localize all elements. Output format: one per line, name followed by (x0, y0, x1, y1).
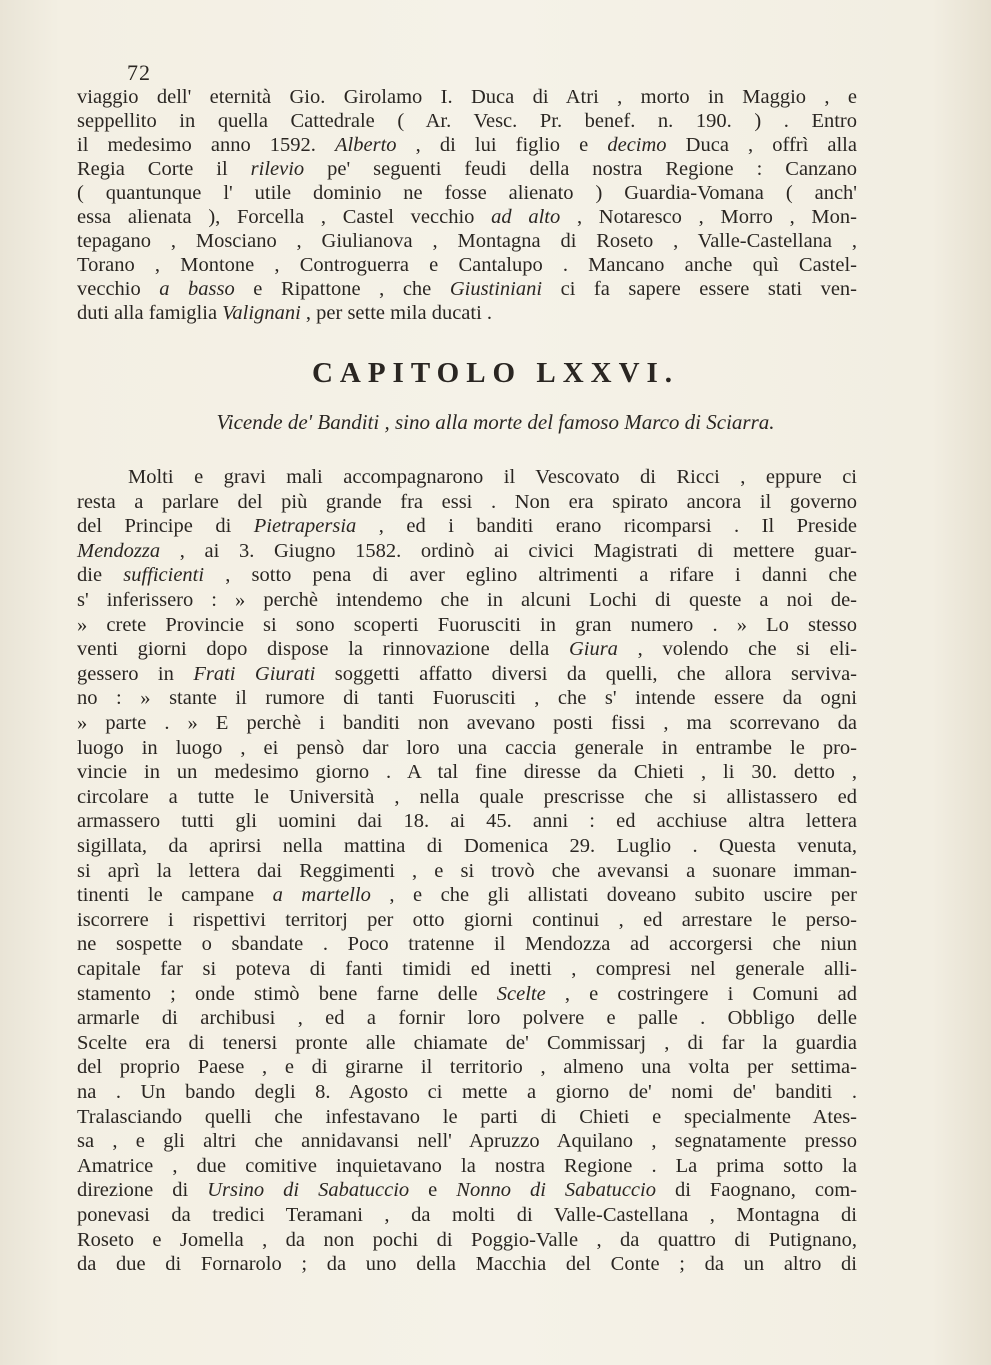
text-run: tinenti le campane (77, 884, 273, 907)
text-run: circolare a tutte le Università , nella quale prescrisse che si allistassero ed (77, 785, 857, 808)
text-line (77, 1178, 857, 1202)
italic-text: Valignani (222, 302, 301, 324)
text-run: » parte . » E perchè i banditi non avevano posti fissi , ma scorrevano da (77, 712, 857, 734)
text-run: capitale far si poteva di fanti timidi ed inetti , compresi nel generale alli- (77, 958, 857, 980)
text-run: , ed i banditi erano ricomparsi . Il Preside (356, 515, 857, 538)
text-line (77, 662, 857, 686)
italic-text: a martello (272, 884, 371, 907)
text-run: die (77, 564, 124, 587)
text-run: Torano , Montone , Controguerra e Cantalupo . Mancano anche quì Castel- (77, 254, 857, 276)
text-run: no : » stante il rumore di tanti Fuorusciti , che s' intende essere da ogni (77, 687, 857, 710)
text-line (77, 736, 857, 760)
text-line (77, 539, 857, 563)
italic-text: Ursino di Sabatuccio (207, 1179, 410, 1202)
text-run: » crete Provincie si sono scoperti Fuorusciti in gran numero . » Lo stesso (77, 613, 857, 636)
text-run: Tralasciando quelli che infestavano le parti di Chieti e specialmente Ates- (77, 1105, 857, 1128)
text-run: direzione di (77, 1179, 208, 1202)
text-run: , sotto pena di aver eglino altrimenti a rifare i danni che (204, 564, 858, 587)
italic-text: Giura (568, 638, 618, 661)
italic-text: Nonno di Sabatuccio (456, 1179, 656, 1202)
chapter-title: CAPITOLO LXXVI. (311, 357, 680, 389)
text-run: essa alienata ), Forcella , Castel vecchio (77, 206, 492, 228)
text-line (77, 109, 857, 133)
text-line (77, 181, 857, 205)
text-run: , ai 3. Giugno 1582. ordinò ai civici Magistrati di mettere guar- (160, 539, 857, 562)
text-line (77, 908, 857, 932)
text-line (77, 85, 857, 109)
text-line (77, 1154, 857, 1178)
text-run: il medesimo anno 1592. (77, 134, 336, 156)
text-run: si aprì la lettera dai Reggimenti , e si trovò che avevansi a suonare imman- (77, 859, 857, 882)
text-run: , di lui figlio e (396, 134, 608, 156)
text-line (77, 834, 857, 858)
text-run: Duca , offrì alla (666, 134, 857, 156)
text-run: del Principe di (77, 515, 254, 538)
text-run: vecchio (77, 278, 160, 300)
text-run: gessero in (77, 662, 194, 685)
text-line (77, 514, 857, 538)
italic-text: rilevio (250, 158, 305, 180)
italic-text: ad alto (491, 206, 561, 228)
italic-text: Alberto (335, 134, 397, 156)
italic-text: Giustiniani (449, 278, 543, 300)
text-run: vincie in un medesimo giorno . A tal fine diresse da Chieti , li 30. detto , (77, 761, 857, 784)
text-line (77, 883, 857, 907)
text-run: venti giorni dopo dispose la rinnovazione della (77, 638, 569, 661)
text-run: viaggio dell' eternità Gio. Girolamo I. Duca di Atri , morto in Maggio , e (77, 86, 857, 108)
text-line (77, 588, 857, 612)
text-run: Scelte era di tenersi pronte alle chiamate de' Commissarj , di far la guardia (77, 1031, 857, 1054)
text-run: soggetti affatto diversi da quelli, che allora serviva- (315, 662, 857, 685)
text-line (77, 1129, 857, 1153)
text-run: da due di Fornarolo ; da uno della Macchia del Conte ; da un altro di (77, 1253, 857, 1276)
italic-text: Frati Giurati (193, 662, 316, 685)
italic-text: Pietrapersia (253, 515, 357, 538)
text-run: Amatrice , due comitive inquietavano la nostra Regione . La prima sotto la (77, 1154, 857, 1177)
text-run: e (409, 1179, 457, 1202)
text-line (77, 1031, 857, 1055)
text-line (77, 253, 857, 277)
text-run: iscorrere i rispettivi territorj per otto giorni continui , ed arrestare le perso- (77, 908, 857, 931)
text-run: ponevasi da tredici Teramani , da molti di Valle-Castellana , Montagna di (77, 1204, 857, 1226)
text-line (77, 785, 857, 809)
text-line (77, 760, 857, 784)
text-run: seppellito in quella Cattedrale ( Ar. Vesc. Pr. benef. n. 190. ) . Entro (77, 110, 857, 132)
text-line (77, 301, 857, 325)
page-number: 72 (127, 60, 151, 85)
text-line (77, 1006, 857, 1030)
italic-text: Scelte (496, 982, 546, 1005)
text-run: sigillata, da aprirsi nella mattina di Domenica 29. Luglio . Questa venuta, (77, 835, 857, 857)
italic-text: decimo (607, 134, 667, 156)
chapter-subtitle: Vicende de' Banditi , sino alla morte del famoso Marco di Sciarra. (216, 410, 775, 434)
text-line (77, 932, 857, 956)
text-line (77, 277, 857, 301)
text-line (77, 229, 857, 253)
text-run: e Ripattone , che (234, 278, 450, 300)
text-line (77, 982, 857, 1006)
text-run: Regia Corte il (77, 158, 251, 180)
text-line (77, 1055, 857, 1079)
text-run: luogo in luogo , ei pensò dar loro una caccia generale in entrambe le pro- (77, 736, 857, 759)
text-run: ( quantunque l' utile dominio ne fosse alienato ) Guardia-Vomana ( anch' (77, 182, 857, 204)
text-line (77, 1080, 857, 1104)
text-run: pe' seguenti feudi della nostra Regione : Canzano (304, 158, 857, 180)
text-line (77, 1105, 857, 1129)
italic-text: Mendozza (77, 539, 161, 562)
text-line (77, 859, 857, 883)
text-run: resta a parlare del più grande fra essi . Non era spirato ancora il governo (77, 490, 857, 513)
text-run: ci fa sapere essere stati ven- (542, 278, 857, 300)
text-line (77, 563, 857, 587)
text-run: duti alla famiglia (77, 302, 223, 324)
text-line (77, 490, 857, 514)
text-line (77, 613, 857, 637)
text-line (77, 1203, 857, 1227)
text-run: di Faognano, com- (655, 1179, 857, 1202)
text-run: ne sospette o sbandate . Poco tratenne il Mendozza ad accorgersi che niun (77, 933, 857, 956)
text-run: stamento ; onde stimò bene farne delle (77, 982, 497, 1005)
text-run: , volendo che si eli- (617, 638, 858, 661)
text-run: na . Un bando degli 8. Agosto ci mette a giorno de' nomi de' banditi . (77, 1081, 857, 1103)
text-line (77, 686, 857, 710)
text-run: , e costringere i Comuni ad (545, 982, 858, 1005)
text-run: Roseto e Jomella , da non pochi di Poggio-Valle , da quattro di Putignano, (77, 1228, 857, 1251)
text-run: sa , e gli altri che annidavansi nell' Apruzzo Aquilano , segnatamente presso (77, 1130, 857, 1153)
text-run: , per sette mila ducati . (300, 302, 493, 324)
text-line (77, 133, 857, 157)
italic-text: sufficienti (123, 564, 205, 587)
text-run: del proprio Paese , e di girarne il territorio , almeno una volta per settima- (77, 1056, 857, 1079)
text-line (77, 809, 857, 833)
text-line (77, 637, 857, 661)
text-line (128, 465, 857, 489)
text-line (77, 1252, 857, 1276)
text-line (77, 1228, 857, 1252)
text-run: , e che gli allistati doveano subito uscire per (370, 884, 857, 907)
text-run: tepagano , Mosciano , Giulianova , Montagna di Roseto , Valle-Castellana , (77, 230, 857, 252)
text-line (77, 957, 857, 981)
text-line (77, 205, 857, 229)
text-line (77, 157, 857, 181)
text-run: Molti e gravi mali accompagnarono il Vescovato di Ricci , eppure ci (128, 466, 857, 488)
text-run: s' inferissero : » perchè intendemo che in alcuni Lochi di queste a noi de- (77, 589, 857, 611)
italic-text: a basso (159, 278, 235, 300)
text-run: , Notaresco , Morro , Mon- (560, 206, 857, 228)
text-run: armassero tutti gli uomini dai 18. ai 45. anni : ed acchiuse altra lettera (77, 810, 857, 833)
text-line (77, 711, 857, 735)
text-run: armarle di archibusi , ed a fornir loro polvere e palle . Obbligo delle (77, 1007, 857, 1030)
